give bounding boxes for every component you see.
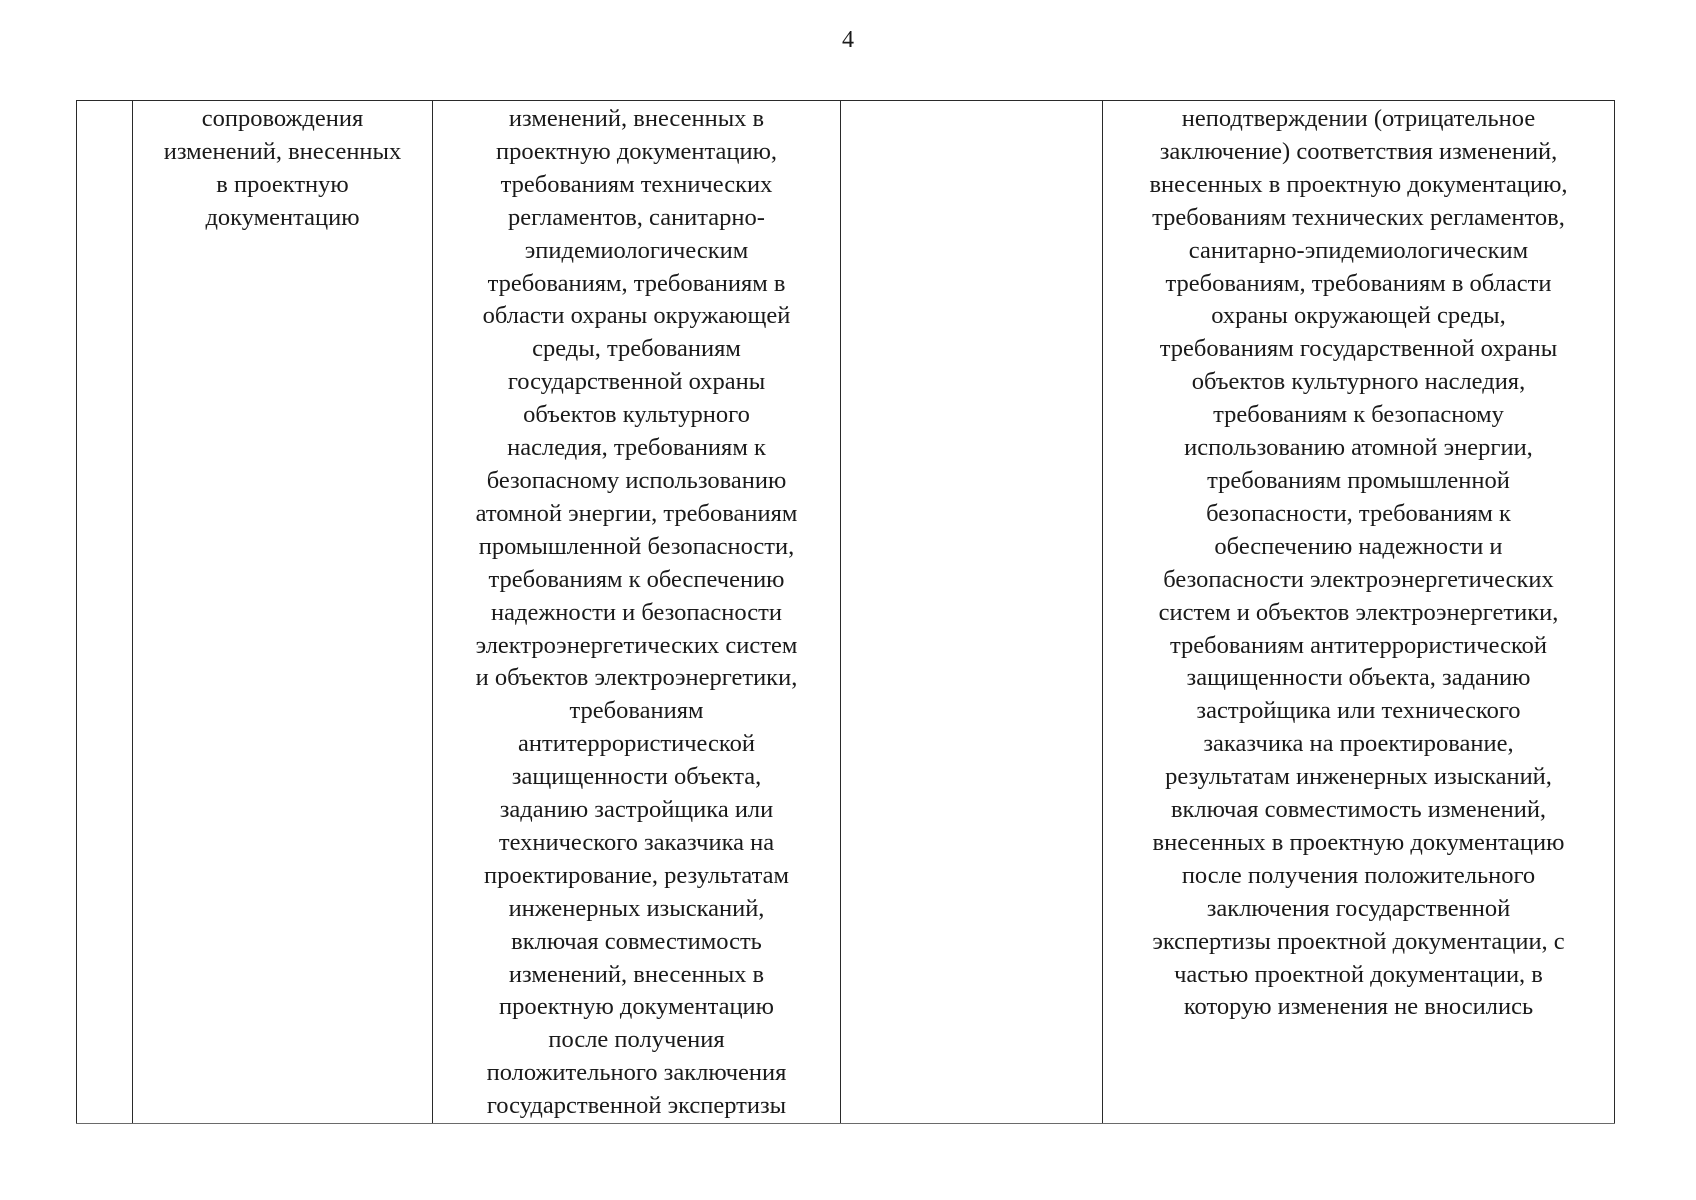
cell-text-line: объектов культурного — [523, 401, 750, 429]
cell-text-line: электроэнергетических систем — [475, 631, 798, 659]
cell-text-line: безопасному использованию — [486, 466, 787, 494]
cell-text-line: экспертизы проектной документации, с — [1152, 927, 1565, 955]
cell-text-line: среды, требованиям — [532, 335, 741, 363]
cell-text-line: требованиям технических — [500, 170, 773, 198]
cell-text-line: результатам инженерных изысканий, — [1165, 763, 1552, 791]
cell-text-line: требованиям антитеррористической — [1170, 631, 1547, 659]
cell-text-line: включая совместимость изменений, — [1170, 796, 1547, 824]
cell-text-line: государственной охраны — [507, 368, 766, 396]
table-row — [77, 101, 1615, 1124]
cell-text-line: заключение) соответствия изменений, — [1159, 137, 1558, 165]
cell-text-line: требованиям, требованиям в — [487, 269, 786, 297]
cell-text-line: документацию — [205, 203, 360, 231]
cell-text-line: заключения государственной — [1206, 894, 1511, 922]
cell-text-line: заданию застройщика или — [499, 796, 774, 824]
cell-text-line: изменений, внесенных в — [508, 105, 765, 132]
cell-text-line: которую изменения не вносились — [1183, 993, 1534, 1021]
cell-text-line: санитарно-эпидемиологическим — [1188, 236, 1529, 264]
cell-text-line: внесенных в проектную документацию — [1152, 828, 1565, 856]
cell-text-line: заказчика на проектирование, — [1203, 730, 1514, 758]
table-cell-empty — [841, 101, 1103, 1124]
cell-text-line: технического заказчика на — [498, 828, 775, 856]
document-table — [76, 100, 1615, 1124]
cell-text-line: изменений, внесенных в — [508, 960, 765, 988]
table-cell-result — [1103, 101, 1615, 1124]
cell-text-line: после получения — [548, 1026, 725, 1054]
cell-text-line: частью проектной документации, в — [1174, 960, 1543, 988]
cell-text-line: в проектную — [216, 170, 349, 198]
cell-text-line: безопасности, требованиям к — [1206, 499, 1511, 527]
cell-text-line: проектную документацию — [499, 993, 774, 1021]
cell-text-line: объектов культурного наследия, — [1191, 368, 1526, 396]
table-cell-subject — [133, 101, 433, 1124]
cell-text-line: проектирование, результатам — [483, 861, 789, 889]
cell-text-line: государственной экспертизы — [486, 1092, 787, 1120]
cell-text-line: защищенности объекта, заданию — [1186, 664, 1531, 692]
cell-text-line: положительного заключения — [486, 1059, 787, 1087]
cell-text-line: атомной энергии, требованиям — [475, 499, 798, 527]
cell-text-line: застройщика или технического — [1196, 697, 1521, 725]
cell-text-line: антитеррористической — [518, 730, 755, 758]
cell-text-line: требованиям промышленной — [1207, 466, 1510, 494]
cell-text-line: использованию атомной энергии, — [1184, 434, 1533, 462]
cell-text-line: обеспечению надежности и — [1214, 532, 1503, 560]
cell-text-line: неподтверждении (отрицательное — [1181, 105, 1536, 132]
cell-text-line: требованиям к обеспечению — [488, 565, 785, 593]
cell-text-line: и объектов электроэнергетики, — [475, 664, 798, 692]
cell-text-line: систем и объектов электроэнергетики, — [1158, 598, 1559, 626]
cell-text-line: эпидемиологическим — [524, 236, 749, 264]
cell-text-line: сопровождения — [201, 105, 364, 132]
cell-text-line: наследия, требованиям к — [507, 434, 766, 462]
page-number: 4 — [842, 27, 854, 53]
cell-text-line: надежности и безопасности — [491, 598, 782, 626]
cell-text-line: области охраны окружающей — [482, 302, 791, 330]
table-cell-index — [77, 101, 133, 1124]
cell-text-line: изменений, внесенных — [163, 137, 402, 165]
cell-text-line: защищенности объекта, — [511, 763, 762, 791]
cell-text-line: требованиям — [569, 697, 704, 725]
cell-text-line: инженерных изысканий, — [508, 894, 765, 922]
table-cell-description — [433, 101, 841, 1124]
cell-text-line: требованиям технических регламентов, — [1152, 203, 1565, 231]
cell-text-line: охраны окружающей среды, — [1211, 302, 1506, 330]
cell-text-line: включая совместимость — [511, 927, 762, 955]
cell-text-line: после получения положительного — [1181, 861, 1536, 889]
cell-text-line: внесенных в проектную документацию, — [1149, 170, 1568, 198]
cell-text-line: требованиям к безопасному — [1213, 401, 1504, 429]
cell-text-line: промышленной безопасности, — [478, 532, 795, 560]
cell-text-line: требованиям, требованиям в области — [1165, 269, 1552, 297]
cell-text-line: проектную документацию, — [495, 137, 778, 165]
cell-text-line: требованиям государственной охраны — [1159, 335, 1558, 363]
cell-text-line: регламентов, санитарно- — [508, 203, 765, 231]
cell-text-line: безопасности электроэнергетических — [1163, 565, 1554, 593]
